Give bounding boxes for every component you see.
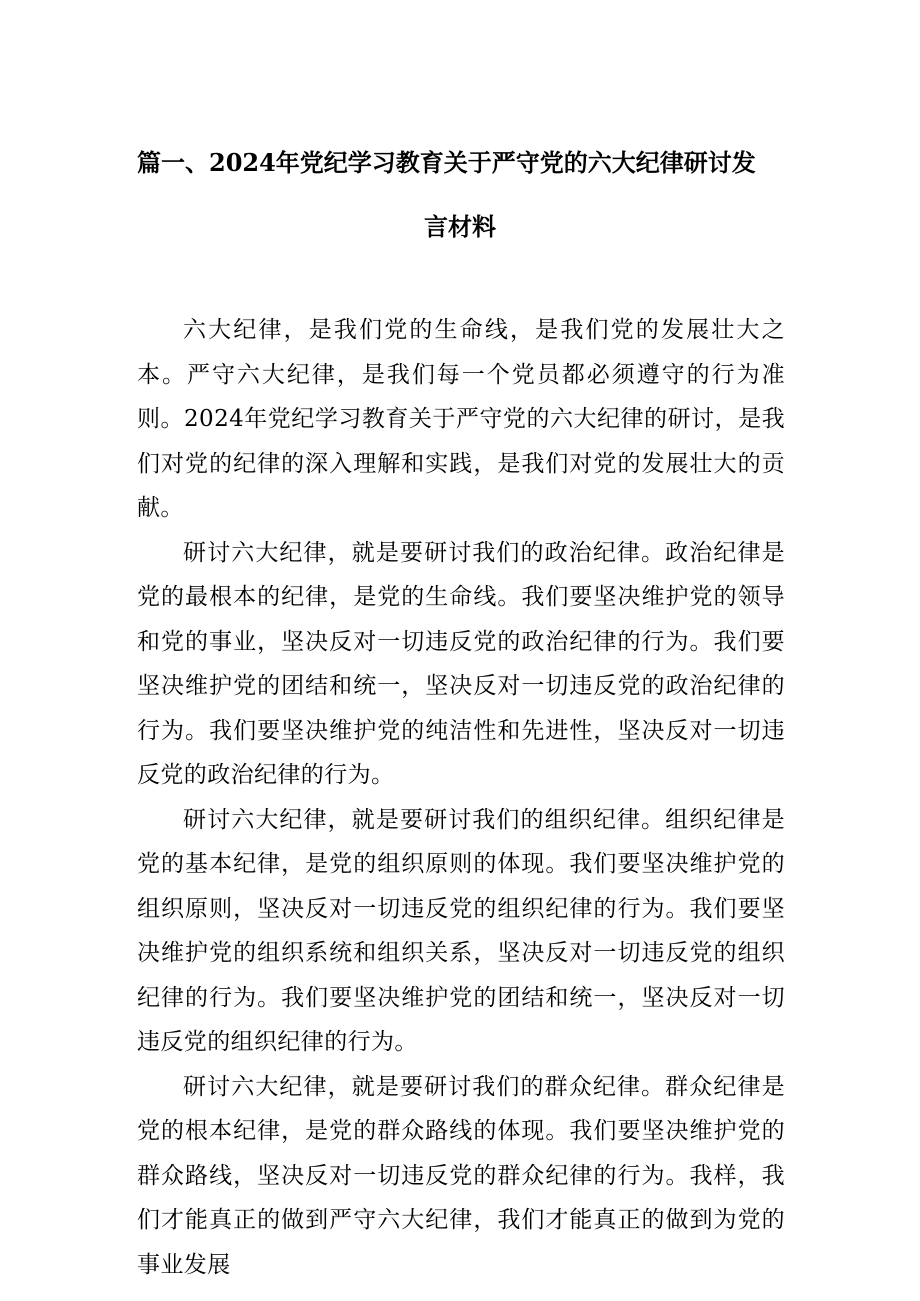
paragraph-1: 六大纪律，是我们党的生命线，是我们党的发展壮大之本。严守六大纪律，是我们每一个党员都必须遵守的行为准则。2024年党纪学习教育关于严守党的六大纪律的研讨，是我们对党的纪律的深入理解和实践，是我们对党的发展壮大的贡献。	[137, 317, 785, 521]
paragraph-4: 研讨六大纪律，就是要研讨我们的群众纪律。群众纪律是党的根本纪律，是党的群众路线的体现。我们要坚决维护党的群众路线，坚决反对一切违反党的群众纪律的行为。我样，我们才能真正的做到严守六大纪律，我们才能真正的做到为党的事业发展	[137, 1073, 785, 1278]
document-title-line-1: 篇一、2024年党纪学习教育关于严守党的六大纪律研讨发	[137, 148, 756, 177]
paragraph-3: 研讨六大纪律，就是要研讨我们的组织纪律。组织纪律是党的基本纪律，是党的组织原则的体现。我们要坚决维护党的组织原则，坚决反对一切违反党的组织纪律的行为。我们要坚决维护党的组织系统和组织关系，坚决反对一切违反党的组织纪律的行为。我们要坚决维护党的团结和统一，坚决反对一切违反党的组织纪律的行为。	[137, 806, 785, 1055]
document-title-line-2: 言材料	[424, 212, 496, 241]
document-body	[137, 308, 785, 1287]
paragraph-2: 研讨六大纪律，就是要研讨我们的政治纪律。政治纪律是党的最根本的纪律，是党的生命线。我们要坚决维护党的领导和党的事业，坚决反对一切违反党的政治纪律的行为。我们要坚决维护党的团结和统一，坚决反对一切违反党的政治纪律的行为。我们要坚决维护党的纯洁性和先进性，坚决反对一切违反党的政治纪律的行为。	[137, 539, 785, 788]
